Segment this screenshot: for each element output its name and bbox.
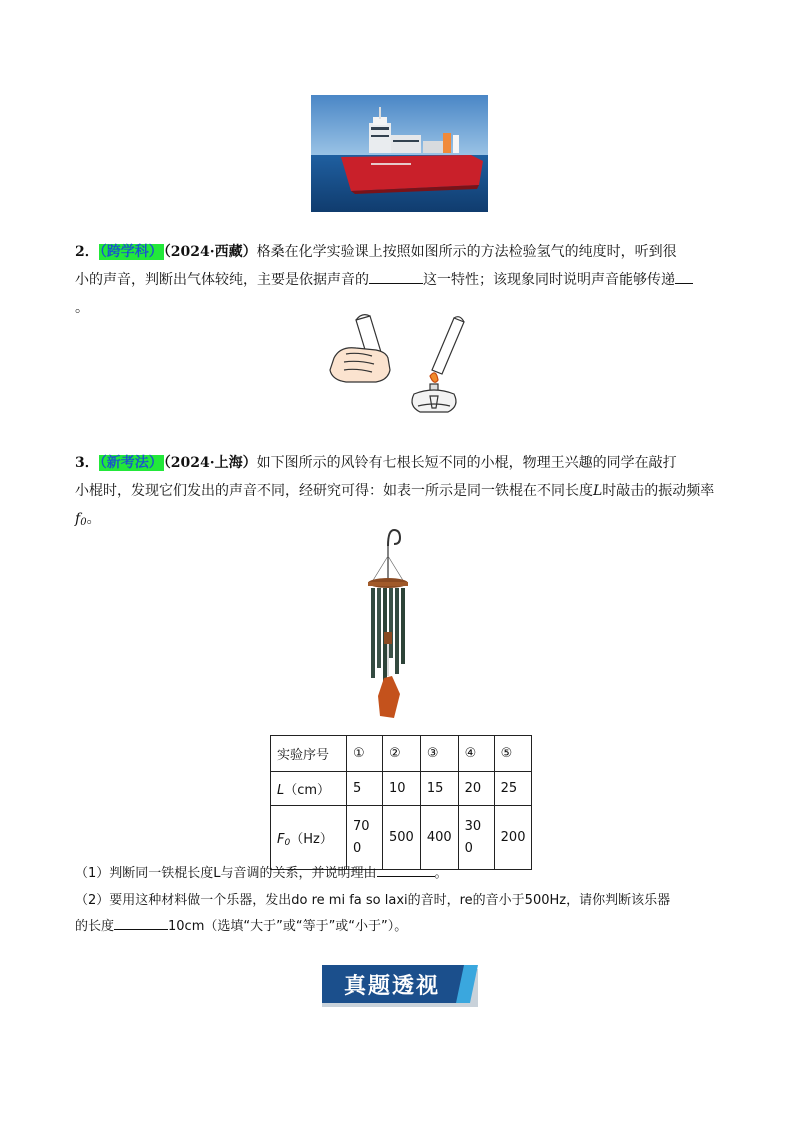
table-row-length <box>271 772 532 806</box>
cell-line: 500 <box>389 829 414 845</box>
table-cell <box>494 806 532 870</box>
table-cell: 25 <box>494 772 532 806</box>
question-source: （2024·上海） <box>163 455 257 471</box>
answer-blank[interactable] <box>377 862 435 877</box>
question-number: 3． <box>75 455 99 471</box>
table-row-frequency <box>271 806 532 870</box>
table-cell <box>383 806 421 870</box>
question-text: 的长度 <box>75 919 115 934</box>
question-text: 。 <box>434 866 448 881</box>
question-text: 。 <box>75 300 89 316</box>
question-text: 。 <box>86 511 101 527</box>
table-header-cell: ① <box>347 736 383 772</box>
sub-question-2-line-2 <box>75 914 755 940</box>
question-3 <box>75 449 735 537</box>
answer-blank[interactable] <box>369 269 423 284</box>
table-header-cell: ④ <box>458 736 494 772</box>
table-header-cell: ⑤ <box>494 736 532 772</box>
question-3-line-1 <box>75 449 735 477</box>
question-number: 2． <box>75 244 99 260</box>
question-2-line-2 <box>75 266 735 294</box>
table-cell <box>347 806 383 870</box>
variable-L: L <box>593 483 603 499</box>
answer-blank[interactable] <box>114 915 168 930</box>
question-text: （2）要用这种材料做一个乐器，发出do re mi fa so laxi的音时，re的音小于500Hz，请你判断该乐器 <box>75 893 671 908</box>
table-cell: 15 <box>420 772 458 806</box>
banner-title: 真题透视 <box>343 974 441 999</box>
variable-subscript: 0 <box>284 837 291 848</box>
table-cell <box>420 806 458 870</box>
variable-subscript: 0 <box>80 517 87 528</box>
table-cell: 10 <box>383 772 421 806</box>
answer-blank[interactable] <box>675 269 693 284</box>
table-row-label <box>271 806 347 870</box>
cell-line: 30 <box>464 818 482 834</box>
ship-photo <box>311 95 488 212</box>
table-row-label <box>271 772 347 806</box>
variable-f: f <box>75 511 81 527</box>
unit-label: （Hz） <box>290 831 333 847</box>
question-text: 如下图所示的风铃有七根长短不同的小棍，物理王兴趣的同学在敲打 <box>256 455 677 471</box>
question-source: （2024·西藏） <box>163 244 257 260</box>
table-header-row <box>271 736 532 772</box>
question-text: 10cm（选填“大于”或“等于”或“小于”）。 <box>168 919 408 934</box>
sub-question-1 <box>75 862 755 885</box>
test-tube-hydrogen-illustration <box>326 310 476 422</box>
cell-line: 0 <box>464 840 473 856</box>
section-banner <box>322 965 478 1009</box>
question-2-line-1 <box>75 238 735 266</box>
cell-line: 400 <box>426 829 452 845</box>
table-header-cell: ② <box>383 736 421 772</box>
variable-F: F <box>277 831 285 847</box>
question-text: 时敲击的振动频率 <box>602 483 715 499</box>
table-cell: 20 <box>458 772 494 806</box>
question-text: 这一特性；该现象同时说明声音能够传递 <box>423 272 675 288</box>
sub-question-2 <box>75 888 755 940</box>
question-text: 小的声音，判断出气体较纯，主要是依据声音的 <box>75 272 369 288</box>
question-3-line-2 <box>75 477 735 505</box>
question-text: （1）判断同一铁棍长度L与音调的关系，并说明理由 <box>75 866 377 881</box>
question-text: 小棍时，发现它们发出的声音不同，经研究可得：如表一所示是同一铁棍在不同长度 <box>75 483 593 499</box>
table-cell <box>458 806 494 870</box>
cell-line: 200 <box>500 829 526 845</box>
table-header-label: 实验序号 <box>271 736 347 772</box>
variable-L: L <box>277 783 285 798</box>
table-cell: 5 <box>347 772 383 806</box>
cell-line: 0 <box>353 840 362 856</box>
table-header-cell: ③ <box>420 736 458 772</box>
cell-line: 70 <box>353 818 370 834</box>
unit-label: （cm） <box>284 783 331 798</box>
category-tag: （新考法） <box>99 455 163 471</box>
category-tag: （跨学科） <box>99 244 163 260</box>
wind-chime-photo <box>362 526 422 726</box>
frequency-table <box>270 735 532 870</box>
question-text: 格桑在化学实验课上按照如图所示的方法检验氢气的纯度时，听到很 <box>256 244 677 260</box>
